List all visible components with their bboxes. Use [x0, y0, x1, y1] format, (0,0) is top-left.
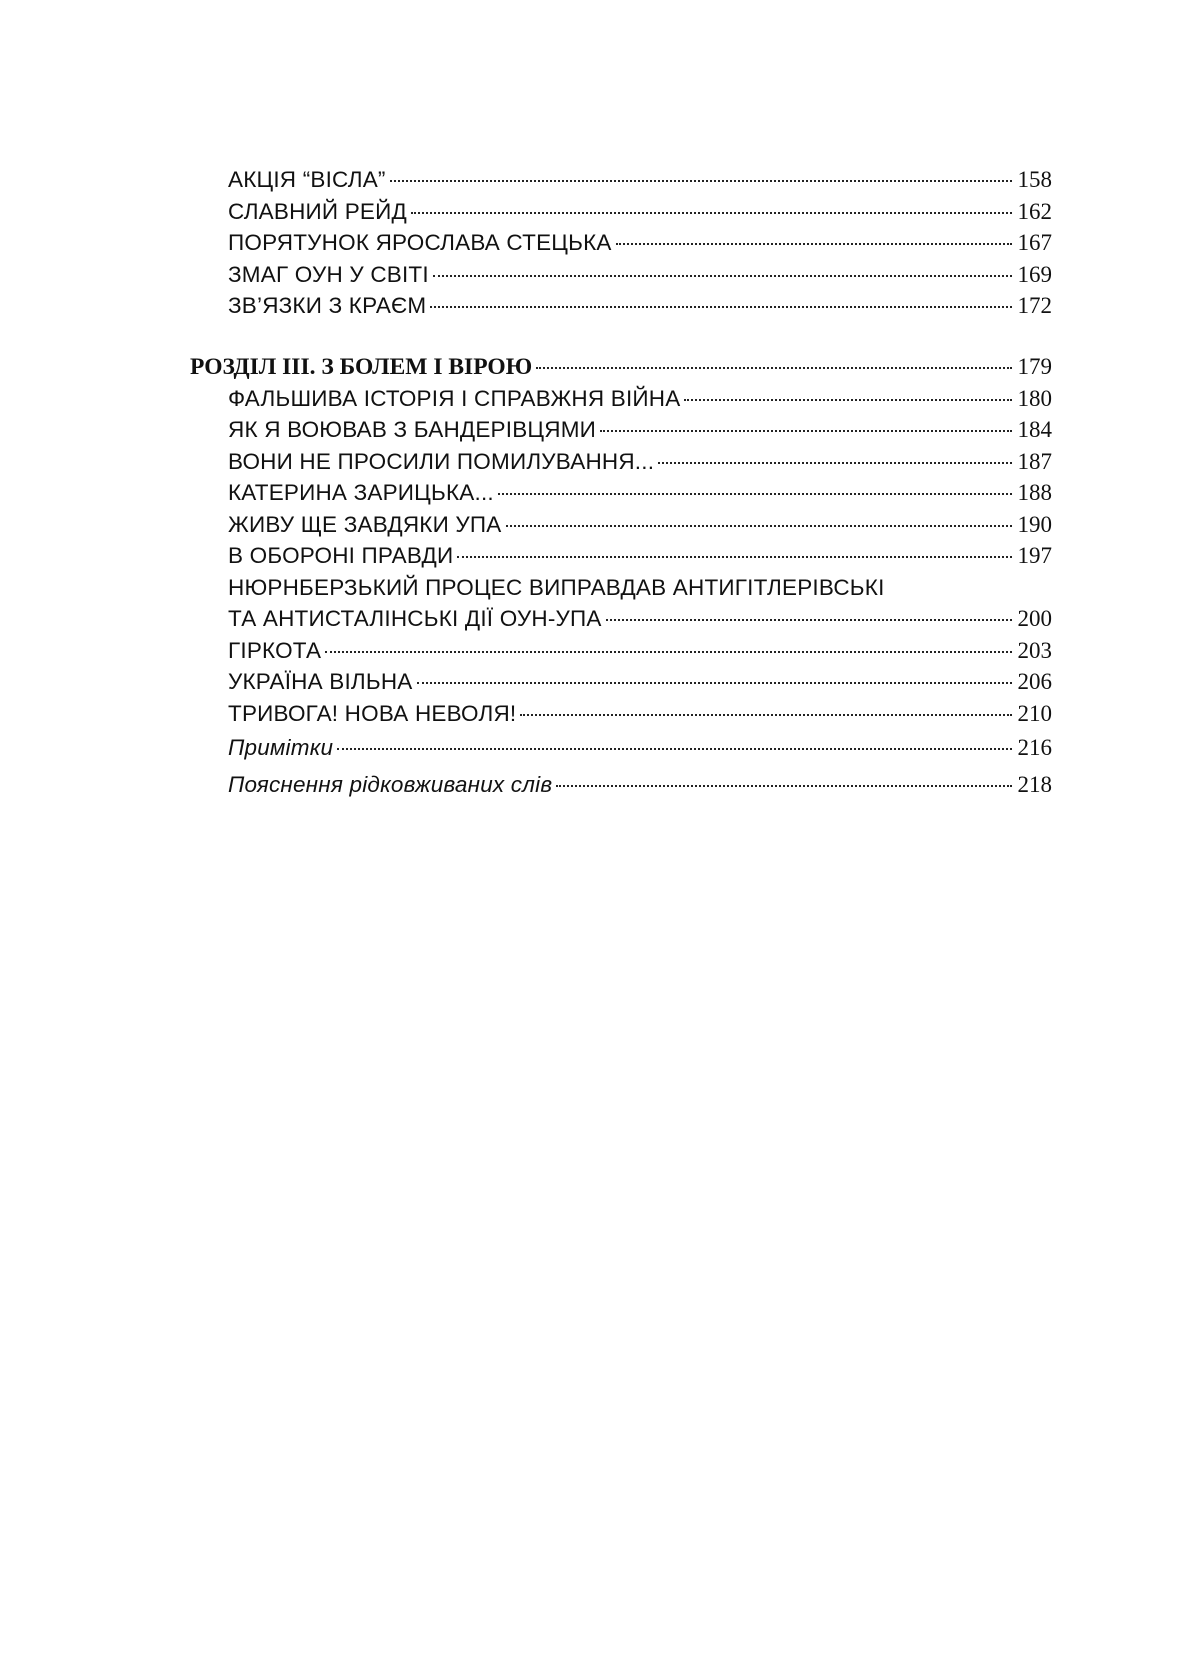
- toc-entry-title: Пояснення рідковживаних слів: [228, 772, 553, 797]
- toc-entry-title: В ОБОРОНІ ПРАВДИ: [228, 543, 454, 568]
- toc-entry-page: 172: [1017, 293, 1052, 318]
- toc-entry-title: Примітки: [228, 735, 334, 760]
- toc-entry-title: ЗВ’ЯЗКИ З КРАЄМ: [228, 293, 427, 318]
- toc-entry-title: ЖИВУ ЩЕ ЗАВДЯКИ УПА: [228, 511, 502, 537]
- toc-entry-title: ЯК Я ВОЮВАВ З БАНДЕРІВЦЯМИ: [228, 417, 597, 442]
- toc-entry: [190, 477, 1052, 509]
- toc-section-heading: [190, 350, 1052, 383]
- toc-entry: [190, 603, 1052, 635]
- dot-leader: [498, 493, 1012, 495]
- table-of-contents: [190, 164, 1052, 803]
- toc-entry-page: 167: [1017, 230, 1052, 255]
- toc-entry: [190, 698, 1052, 730]
- toc-entry-page: 203: [1017, 637, 1052, 663]
- toc-entry: [190, 635, 1052, 667]
- toc-entry: [190, 290, 1052, 322]
- dot-leader: [457, 556, 1012, 558]
- toc-entry-title: ЗМАГ ОУН У СВІТІ: [228, 261, 429, 287]
- dot-leader: [600, 430, 1012, 432]
- toc-entry: [190, 540, 1052, 572]
- dot-leader: [433, 275, 1012, 277]
- toc-entry-title: ФАЛЬШИВА ІСТОРІЯ І СПРАВЖНЯ ВІЙНА: [228, 385, 681, 411]
- toc-entry-page: 187: [1017, 448, 1052, 474]
- toc-entry-page: 158: [1017, 167, 1052, 192]
- toc-entry-title: ПОРЯТУНОК ЯРОСЛАВА СТЕЦЬКА: [228, 230, 612, 255]
- toc-entry-title: ВОНИ НЕ ПРОСИЛИ ПОМИЛУВАННЯ...: [228, 448, 655, 474]
- toc-entry-page: 184: [1017, 417, 1052, 442]
- toc-entry: [190, 446, 1052, 478]
- toc-entry: [190, 666, 1052, 698]
- toc-entry: [190, 259, 1052, 291]
- toc-entry-page: 210: [1017, 700, 1052, 726]
- toc-entry-page: 188: [1017, 480, 1052, 505]
- dot-leader: [337, 748, 1012, 750]
- toc-entry-title-line2: ТА АНТИСТАЛІНСЬКІ ДІЇ ОУН-УПА: [228, 606, 602, 631]
- dot-leader: [536, 367, 1012, 369]
- toc-entry-page: 197: [1017, 543, 1052, 568]
- section-page: 179: [1017, 353, 1052, 379]
- dot-leader: [411, 212, 1012, 214]
- toc-entry-title: УКРАЇНА ВІЛЬНА: [228, 669, 413, 694]
- toc-entry-title: АКЦІЯ “ВІСЛА”: [228, 167, 386, 192]
- dot-leader: [658, 462, 1012, 464]
- toc-entry-page: 206: [1017, 669, 1052, 694]
- dot-leader: [430, 306, 1012, 308]
- dot-leader: [520, 714, 1012, 716]
- dot-leader: [556, 785, 1012, 787]
- toc-entry: [190, 383, 1052, 415]
- toc-entry-page: 216: [1017, 735, 1052, 760]
- toc-entry-title: СЛАВНИЙ РЕЙД: [228, 198, 407, 224]
- toc-entry-page: 169: [1017, 261, 1052, 287]
- toc-entry-page: 200: [1017, 606, 1052, 631]
- section-title: РОЗДІЛ ІІІ. З БОЛЕМ І ВІРОЮ: [190, 353, 533, 380]
- toc-notes-entry: [190, 729, 1052, 766]
- toc-entry: [190, 414, 1052, 446]
- toc-entry-title: ГІРКОТА: [228, 637, 322, 663]
- dot-leader: [417, 682, 1012, 684]
- dot-leader: [390, 180, 1012, 182]
- toc-entry-title-line1: НЮРНБЕРЗЬКИЙ ПРОЦЕС ВИПРАВДАВ АНТИГІТЛЕРІВСЬКІ: [228, 574, 885, 600]
- toc-glossary-entry: [190, 766, 1052, 803]
- toc-entry: [190, 509, 1052, 541]
- dot-leader: [684, 399, 1012, 401]
- toc-entry-page: 180: [1017, 385, 1052, 411]
- dot-leader: [616, 243, 1012, 245]
- toc-entry-page: 190: [1017, 511, 1052, 537]
- toc-entry: [190, 227, 1052, 259]
- toc-entry: [190, 164, 1052, 196]
- dot-leader: [606, 619, 1012, 621]
- dot-leader: [325, 651, 1012, 653]
- dot-leader: [506, 525, 1012, 527]
- toc-entry-page: 218: [1017, 772, 1052, 797]
- toc-entry-title: КАТЕРИНА ЗАРИЦЬКА...: [228, 480, 494, 505]
- toc-entry: [190, 196, 1052, 228]
- toc-entry-title: ТРИВОГА! НОВА НЕВОЛЯ!: [228, 700, 517, 726]
- toc-entry-page: 162: [1017, 198, 1052, 224]
